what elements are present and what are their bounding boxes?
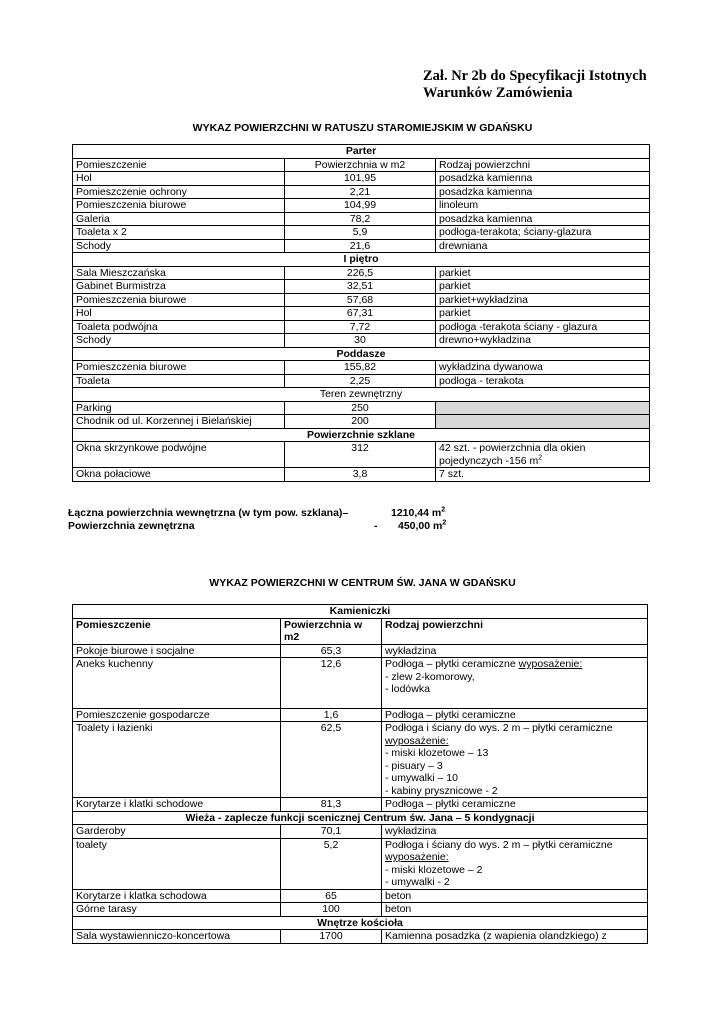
area-cell: 65,3	[281, 644, 382, 658]
area-cell: 65	[281, 889, 382, 903]
section-parter: Parter	[73, 145, 650, 159]
surface-cell: podłoga-terakota; ściany-glazura	[436, 226, 650, 240]
surface-cell: wykładzina	[382, 825, 648, 839]
surface-cell: beton	[382, 903, 648, 917]
room-cell: Górne tarasy	[73, 903, 281, 917]
header-cell: Powierzchnia w m2	[285, 158, 436, 172]
surface-cell: Podłoga – płytki ceramiczne	[382, 708, 648, 722]
area-cell: 104,99	[285, 199, 436, 213]
surface-cell: drewno+wykładzina	[436, 334, 650, 348]
attachment-note-line2: Warunków Zamówienia	[423, 85, 573, 101]
section-wnetrze: Wnętrze kościoła	[73, 916, 648, 930]
total-internal-number: 1210,44 m	[391, 507, 442, 519]
surface-cell: parkiet	[436, 307, 650, 321]
section-kamieniczki: Kamieniczki	[73, 605, 648, 619]
header-line: Powierzchnia w	[284, 618, 363, 631]
surface-cell: Podłoga – płytki ceramiczne	[382, 798, 648, 812]
equipment-label: wyposażenie:	[385, 734, 449, 747]
surface-cell	[382, 722, 648, 798]
table-row	[73, 185, 650, 199]
area-cell: 5,9	[285, 226, 436, 240]
surface-cell: posadzka kamienna	[436, 212, 650, 226]
total-internal-value	[391, 507, 445, 519]
area-cell: 12,6	[281, 658, 382, 709]
total-internal-label: Łączna powierzchnia wewnętrzna (w tym pow. szklana)–	[68, 507, 349, 519]
surface-cell: linoleum	[436, 199, 650, 213]
area-cell: 250	[285, 401, 436, 415]
surface-cell: parkiet	[436, 280, 650, 294]
surface-line: - pisuary – 3	[385, 759, 443, 772]
room-cell: Schody	[73, 334, 285, 348]
table-row	[73, 442, 650, 468]
surface-cell: wykładzina dywanowa	[436, 361, 650, 375]
surface-line: - miski klozetowe – 2	[385, 863, 483, 876]
section-poddasze: Poddasze	[73, 347, 650, 361]
table-row	[73, 199, 650, 213]
equipment-label: wyposażenie:	[518, 658, 583, 670]
room-cell: Pomieszczenia biurowe	[73, 199, 285, 213]
surface-cell: parkiet	[436, 266, 650, 280]
room-cell: Gabinet Burmistrza	[73, 280, 285, 294]
surface-line: - kabiny prysznicowe - 2	[385, 784, 498, 797]
area-cell: 101,95	[285, 172, 436, 186]
room-cell: Okna skrzynkowe podwójne	[73, 442, 285, 468]
room-cell: Pokoje biurowe i socjalne	[73, 644, 281, 658]
header-cell: Pomieszczenie	[73, 158, 285, 172]
room-cell: Garderoby	[73, 825, 281, 839]
table-header-row	[73, 158, 650, 172]
section-szklane: Powierzchnie szklane	[73, 428, 650, 442]
ratusz-title: WYKAZ POWIERZCHNI W RATUSZU STAROMIEJSKIM W GDAŃSKU	[192, 122, 533, 134]
table-row	[73, 266, 650, 280]
table-row	[73, 374, 650, 388]
room-cell: toalety	[73, 838, 281, 889]
surface-line	[439, 455, 646, 468]
table-row	[73, 172, 650, 186]
surface-line: Podłoga i ściany do wys. 2 m – płytki ceramiczne	[385, 722, 613, 734]
header-cell: Rodzaj powierzchni	[436, 158, 650, 172]
surface-cell	[382, 838, 648, 889]
section-pietro: I piętro	[73, 253, 650, 267]
surface-line: 42 szt. - powierzchnia dla okien	[439, 442, 586, 454]
attachment-note	[423, 68, 683, 102]
surface-line	[385, 658, 644, 671]
table-row	[73, 889, 648, 903]
surface-line: - umywalki - 2	[385, 876, 450, 888]
area-cell: 1,6	[281, 708, 382, 722]
surface-line: - zlew 2-komorowy,	[385, 670, 475, 683]
centrum-title: WYKAZ POWIERZCHNI W CENTRUM ŚW. JANA W GDAŃSKU	[209, 577, 516, 589]
room-cell: Toaleta x 2	[73, 226, 285, 240]
area-cell: 57,68	[285, 293, 436, 307]
room-cell: Chodnik od ul. Korzennej i Bielańskiej	[73, 415, 285, 429]
section-wieza: Wieża - zaplecze funkcji scenicznej Centrum św. Jana – 5 kondygnacji	[73, 811, 648, 825]
area-cell: 70,1	[281, 825, 382, 839]
section-teren: Teren zewnętrzny	[73, 388, 650, 402]
surface-cell: beton	[382, 889, 648, 903]
table-row	[73, 825, 648, 839]
surface-cell: Kamienna posadzka (z wapienia olandzkiego) z	[382, 930, 648, 944]
area-cell: 100	[281, 903, 382, 917]
area-cell: 226,5	[285, 266, 436, 280]
area-cell: 5,2	[281, 838, 382, 889]
surface-cell: podłoga -terakota ściany - glazura	[436, 320, 650, 334]
area-cell: 62,5	[281, 722, 382, 798]
table-row	[73, 401, 650, 415]
table-row	[73, 361, 650, 375]
table-row	[73, 903, 648, 917]
table-row	[73, 334, 650, 348]
area-cell: 2,25	[285, 374, 436, 388]
surface-cell: podłoga - terakota	[436, 374, 650, 388]
superscript: 2	[441, 506, 446, 514]
area-cell: 67,31	[285, 307, 436, 321]
room-cell: Okna połaciowe	[73, 468, 285, 482]
table-row	[73, 320, 650, 334]
ratusz-table	[72, 144, 650, 482]
area-cell: 78,2	[285, 212, 436, 226]
surface-line: - lodówka	[385, 683, 430, 695]
surface-text: Podłoga – płytki ceramiczne	[385, 658, 519, 670]
room-cell: Galeria	[73, 212, 285, 226]
room-cell: Toalety i łazienki	[73, 722, 281, 798]
attachment-note-line1: Zał. Nr 2b do Specyfikacji Istotnych	[423, 68, 647, 84]
total-external-label: Powierzchnia zewnętrzna	[68, 520, 195, 532]
surface-cell: wykładzina	[382, 644, 648, 658]
table-row	[73, 930, 648, 944]
surface-line: Podłoga i ściany do wys. 2 m – płytki ceramiczne	[385, 838, 613, 851]
surface-cell	[382, 658, 648, 709]
empty-shaded-cell	[436, 415, 650, 429]
area-cell: 1700	[281, 930, 382, 944]
room-cell: Pomieszczenia biurowe	[73, 361, 285, 375]
surface-cell: posadzka kamienna	[436, 172, 650, 186]
area-cell: 81,3	[281, 798, 382, 812]
table-row	[73, 307, 650, 321]
area-cell: 32,51	[285, 280, 436, 294]
room-cell: Hol	[73, 172, 285, 186]
area-cell: 2,21	[285, 185, 436, 199]
table-row	[73, 708, 648, 722]
total-external-number: 450,00 m	[398, 520, 443, 532]
room-cell: Toaleta podwójna	[73, 320, 285, 334]
area-cell: 3,8	[285, 468, 436, 482]
area-cell: 21,6	[285, 239, 436, 253]
table-row	[73, 838, 648, 889]
surface-text: pojedynczych -156 m	[439, 454, 539, 467]
centrum-table	[72, 604, 648, 944]
table-row	[73, 468, 650, 482]
surface-line: - miski klozetowe – 13	[385, 747, 489, 759]
total-external-value	[398, 520, 446, 532]
room-cell: Hol	[73, 307, 285, 321]
surface-cell: parkiet+wykładzina	[436, 293, 650, 307]
room-cell: Aneks kuchenny	[73, 658, 281, 709]
table-row	[73, 415, 650, 429]
table-row	[73, 722, 648, 798]
surface-cell: drewniana	[436, 239, 650, 253]
room-cell: Schody	[73, 239, 285, 253]
header-cell: Rodzaj powierzchni	[382, 618, 648, 644]
room-cell: Pomieszczenia biurowe	[73, 293, 285, 307]
area-cell: 312	[285, 442, 436, 468]
room-cell: Sala wystawienniczo-koncertowa	[73, 930, 281, 944]
surface-cell	[436, 442, 650, 468]
table-row	[73, 658, 648, 709]
area-cell: 200	[285, 415, 436, 429]
room-cell: Pomieszczenie ochrony	[73, 185, 285, 199]
superscript: 2	[538, 454, 543, 461]
table-row	[73, 280, 650, 294]
surface-line: - umywalki – 10	[385, 772, 458, 784]
table-header-row	[73, 618, 648, 644]
table-row	[73, 798, 648, 812]
table-row	[73, 293, 650, 307]
area-cell: 155,82	[285, 361, 436, 375]
surface-cell: 7 szt.	[436, 468, 650, 482]
table-row	[73, 239, 650, 253]
room-cell: Parking	[73, 401, 285, 415]
surface-cell: posadzka kamienna	[436, 185, 650, 199]
table-row	[73, 644, 648, 658]
empty-shaded-cell	[436, 401, 650, 415]
table-row	[73, 226, 650, 240]
room-cell: Pomieszczenie gospodarcze	[73, 708, 281, 722]
table-row	[73, 212, 650, 226]
total-external-dash: -	[374, 520, 378, 532]
header-cell: Pomieszczenie	[73, 618, 281, 644]
header-cell	[281, 618, 382, 644]
equipment-label: wyposażenie:	[385, 851, 449, 863]
room-cell: Sala Mieszczańska	[73, 266, 285, 280]
area-cell: 30	[285, 334, 436, 348]
room-cell: Toaleta	[73, 374, 285, 388]
header-line: m2	[284, 631, 300, 643]
superscript: 2	[442, 519, 447, 527]
area-cell: 7,72	[285, 320, 436, 334]
room-cell: Korytarze i klatka schodowa	[73, 889, 281, 903]
room-cell: Korytarze i klatki schodowe	[73, 798, 281, 812]
